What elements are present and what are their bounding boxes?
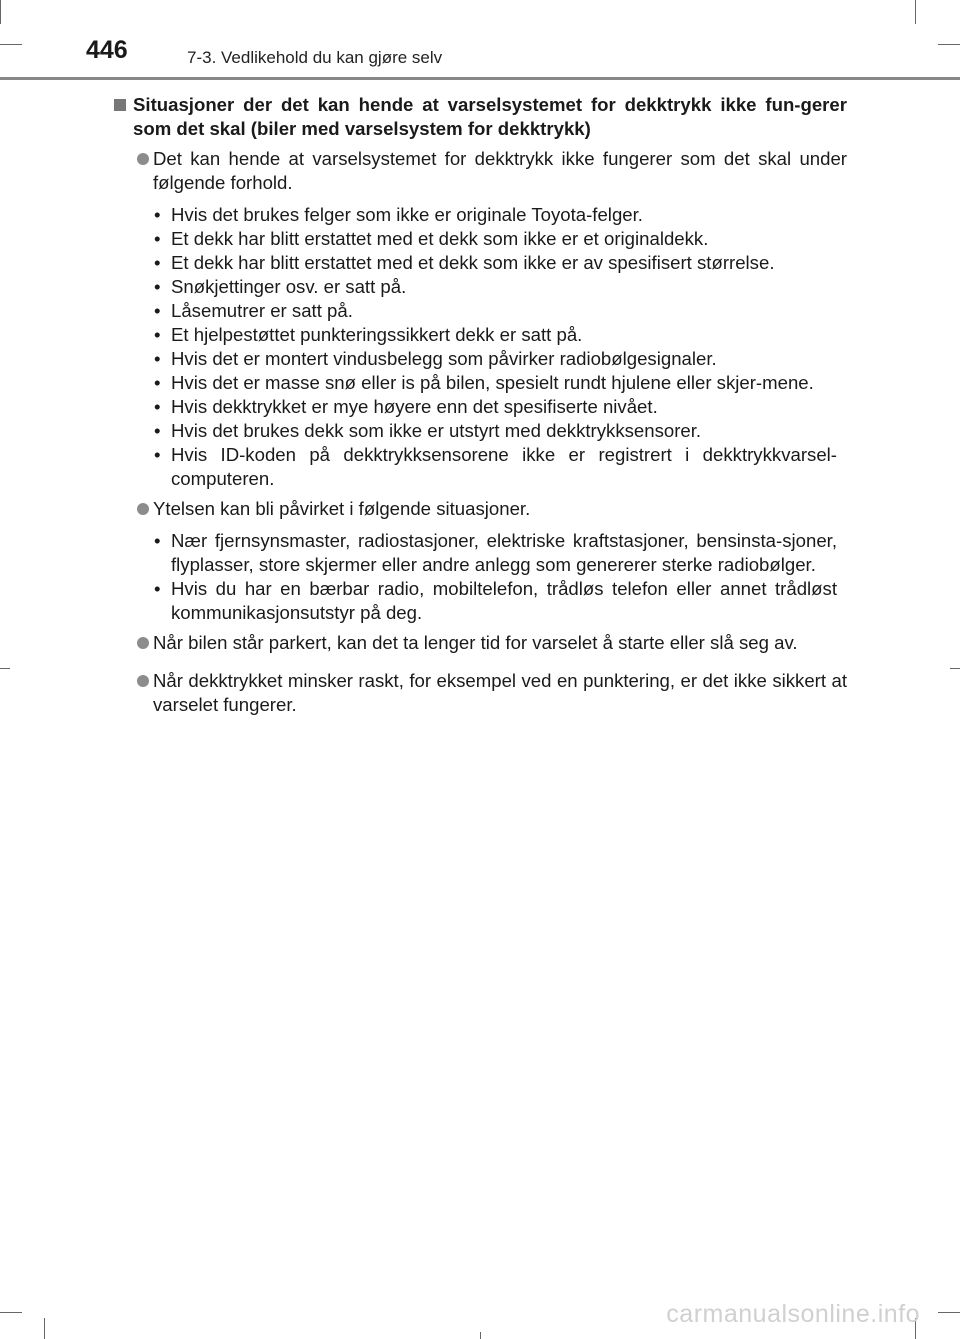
sub-list-item: • Låsemutrer er satt på. [154, 300, 353, 321]
crop-mark [950, 668, 960, 669]
bullet-dot: • [154, 324, 161, 345]
circle-bullet-icon [137, 503, 149, 515]
list-item-text: Når dekktrykket minsker raskt, for eksempel ved en punktering, er det ikke sikkert at varselet fungerer. [153, 670, 847, 715]
list-item [110, 147, 847, 195]
bullet-dot: • [154, 252, 161, 273]
list-item-text: Ytelsen kan bli påvirket i følgende situasjoner. [153, 498, 531, 519]
list-item [110, 669, 847, 717]
circle-bullet-icon [137, 637, 149, 649]
bullet-dot: • [154, 372, 161, 393]
sub-list-item: • Hvis du har en bærbar radio, mobiltelefon, trådløs telefon eller annet trådløst kommunikasjonsutstyr på deg. [154, 578, 837, 623]
bullet-dot: • [154, 276, 161, 297]
sub-list [110, 529, 847, 625]
bullet-dot: • [154, 444, 161, 465]
sub-list-item: • Nær fjernsynsmaster, radiostasjoner, elektriske kraftstasjoner, bensinsta-sjoner, flyplasser, store skjermer eller andre anlegg som genererer sterke radiobølger. [154, 530, 837, 575]
bullet-dot: • [154, 228, 161, 249]
sub-list-item: • Et hjelpestøttet punkteringssikkert dekk er satt på. [154, 324, 583, 345]
sub-list-item: • Et dekk har blitt erstattet med et dekk som ikke er av spesifisert størrelse. [154, 252, 775, 273]
bullet-dot: • [154, 530, 161, 551]
crop-mark [480, 1332, 481, 1339]
list-item [110, 631, 847, 655]
bullet-dot: • [154, 420, 161, 441]
crop-mark [938, 1312, 960, 1313]
sub-list-item: • Hvis det er montert vindusbelegg som påvirker radiobølgesignaler. [154, 348, 717, 369]
page-content [110, 93, 847, 717]
page-number: 446 [86, 36, 128, 64]
circle-bullet-icon [137, 675, 149, 687]
crop-mark [0, 668, 10, 669]
list-item-text: Det kan hende at varselsystemet for dekktrykk ikke fungerer som det skal under følgende forhold. [153, 148, 847, 193]
bullet-dot: • [154, 578, 161, 599]
sub-list-item: • Hvis det brukes dekk som ikke er utstyrt med dekktrykksensorer. [154, 420, 702, 441]
watermark: carmanualsonline.info [666, 1300, 920, 1328]
bullet-dot: • [154, 204, 161, 225]
crop-mark [0, 1312, 22, 1313]
list-item [110, 497, 847, 521]
page-header [0, 0, 960, 78]
bullet-dot: • [154, 300, 161, 321]
section-heading [110, 93, 847, 141]
list-item-text: Når bilen står parkert, kan det ta lenger tid for varselet å starte eller slå seg av. [153, 632, 798, 653]
sub-list-item: • Snøkjettinger osv. er satt på. [154, 276, 407, 297]
sub-list [110, 203, 847, 491]
circle-bullet-icon [137, 153, 149, 165]
sub-list-item: • Hvis ID-koden på dekktrykksensorene ikke er registrert i dekktrykkvarsel-computeren. [154, 444, 837, 489]
sub-list-item: • Hvis det brukes felger som ikke er originale Toyota-felger. [154, 204, 643, 225]
header-rule [0, 77, 960, 80]
bullet-dot: • [154, 348, 161, 369]
square-bullet-icon [114, 99, 126, 111]
bullet-dot: • [154, 396, 161, 417]
section-title: 7-3. Vedlikehold du kan gjøre selv [187, 48, 443, 67]
crop-mark [44, 1318, 45, 1339]
section-heading-text: Situasjoner der det kan hende at varselsystemet for dekktrykk ikke fun-gerer som det skal (biler med varselsystem for dekktrykk) [133, 94, 847, 139]
sub-list-item: • Hvis det er masse snø eller is på bilen, spesielt rundt hjulene eller skjer-mene. [154, 372, 814, 393]
sub-list-item: • Et dekk har blitt erstattet med et dekk som ikke er et originaldekk. [154, 228, 709, 249]
sub-list-item: • Hvis dekktrykket er mye høyere enn det spesifiserte nivået. [154, 396, 658, 417]
